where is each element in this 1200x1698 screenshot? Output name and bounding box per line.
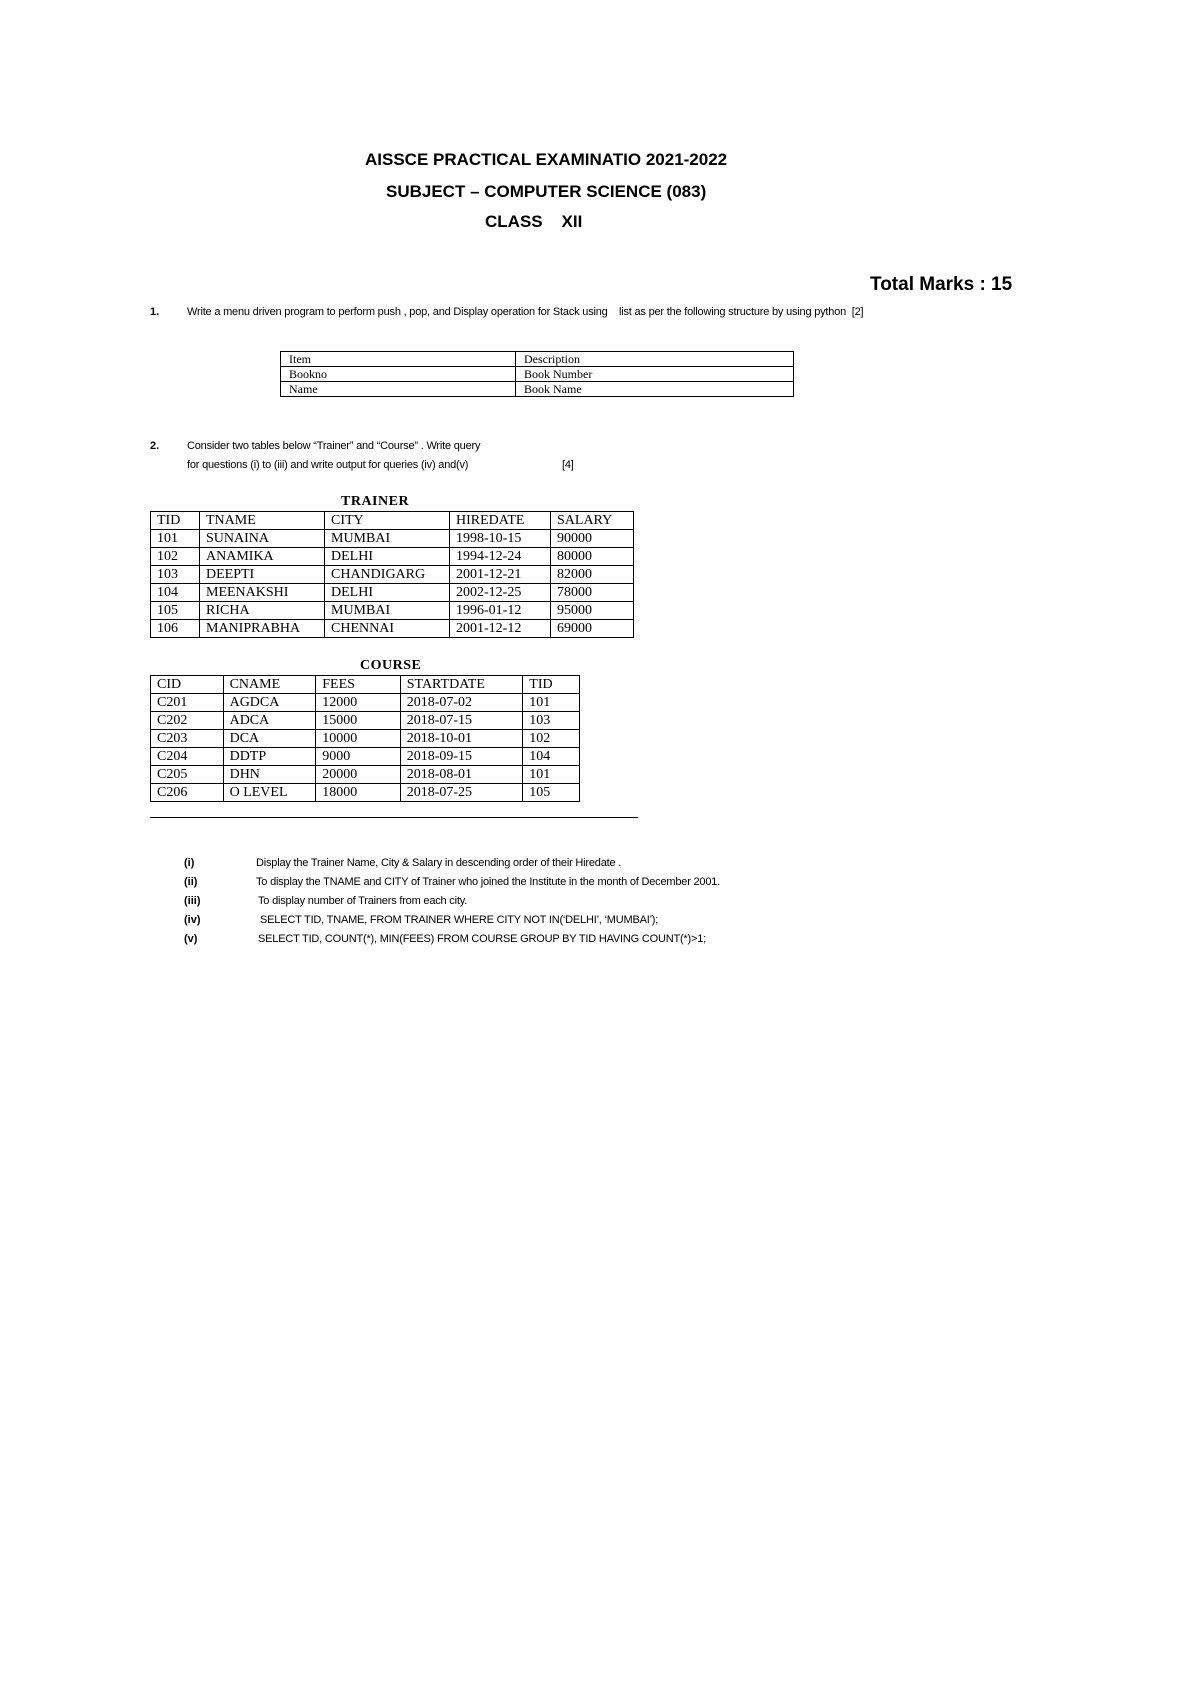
subquestion-number: (iii)	[184, 895, 201, 907]
course-cell: O LEVEL	[223, 784, 316, 802]
course-cell: C206	[151, 784, 224, 802]
course-cell: 105	[523, 784, 580, 802]
course-cell: 101	[523, 694, 580, 712]
trainer-cell: DEEPTI	[200, 566, 325, 584]
table-row	[151, 730, 580, 748]
course-cell: C205	[151, 766, 224, 784]
trainer-cell: 2001-12-21	[450, 566, 551, 584]
course-cell: 2018-08-01	[400, 766, 523, 784]
book-table-cell: Description	[516, 352, 794, 367]
subquestion-text: To display the TNAME and CITY of Trainer who joined the Institute in the month of December 2001.	[256, 876, 721, 888]
course-cell: 104	[523, 748, 580, 766]
trainer-cell: 104	[151, 584, 200, 602]
course-cell: DDTP	[223, 748, 316, 766]
book-table-cell: Bookno	[281, 367, 516, 382]
subquestion-text: SELECT TID, COUNT(*), MIN(FEES) FROM COURSE GROUP BY TID HAVING COUNT(*)>1;	[258, 933, 706, 945]
table-row	[151, 584, 634, 602]
subquestion-text: Display the Trainer Name, City & Salary in descending order of their Hiredate .	[256, 857, 622, 869]
trainer-cell: RICHA	[200, 602, 325, 620]
trainer-cell: 103	[151, 566, 200, 584]
table-row	[151, 748, 580, 766]
q1-number: 1.	[150, 306, 160, 318]
trainer-cell: 102	[151, 548, 200, 566]
course-cell: DCA	[223, 730, 316, 748]
course-header-cell: CID	[151, 676, 224, 694]
course-cell: ADCA	[223, 712, 316, 730]
course-cell: 18000	[316, 784, 400, 802]
trainer-cell: ANAMIKA	[200, 548, 325, 566]
trainer-cell: DELHI	[325, 548, 450, 566]
table-row	[151, 694, 580, 712]
trainer-cell: 1994-12-24	[450, 548, 551, 566]
subquestion-text: SELECT TID, TNAME, FROM TRAINER WHERE CITY NOT IN(‘DELHI’, ‘MUMBAI’);	[260, 914, 659, 926]
trainer-cell: MANIPRABHA	[200, 620, 325, 638]
table-divider	[150, 817, 638, 818]
total-marks: Total Marks : 15	[870, 274, 1013, 295]
trainer-header-cell: HIREDATE	[450, 512, 551, 530]
q2-text-line1: Consider two tables below “Trainer” and “Course” . Write query	[187, 440, 481, 452]
subquestion-text: To display number of Trainers from each city.	[258, 895, 468, 907]
book-table-cell: Book Number	[516, 367, 794, 382]
subquestion-number: (v)	[184, 933, 198, 945]
table-row	[151, 602, 634, 620]
course-cell: 9000	[316, 748, 400, 766]
trainer-cell: CHANDIGARG	[325, 566, 450, 584]
table-row	[151, 784, 580, 802]
course-cell: 103	[523, 712, 580, 730]
trainer-cell: 1998-10-15	[450, 530, 551, 548]
course-cell: 101	[523, 766, 580, 784]
trainer-cell: 2001-12-12	[450, 620, 551, 638]
course-cell: 15000	[316, 712, 400, 730]
table-row	[151, 712, 580, 730]
q2-marks: [4]	[562, 459, 574, 471]
course-table	[150, 675, 580, 802]
subquestion-number: (i)	[184, 857, 195, 869]
course-cell: 102	[523, 730, 580, 748]
course-cell: 2018-07-15	[400, 712, 523, 730]
q1-text: Write a menu driven program to perform push , pop, and Display operation for Stack using list as per the following structure by using python [2]	[187, 306, 864, 318]
course-cell: C201	[151, 694, 224, 712]
course-cell: 10000	[316, 730, 400, 748]
trainer-cell: MEENAKSHI	[200, 584, 325, 602]
book-table-cell: Item	[281, 352, 516, 367]
trainer-cell: CHENNAI	[325, 620, 450, 638]
trainer-cell: DELHI	[325, 584, 450, 602]
trainer-cell: MUMBAI	[325, 530, 450, 548]
course-caption: COURSE	[360, 658, 422, 673]
trainer-caption: TRAINER	[341, 494, 410, 509]
trainer-cell: 2002-12-25	[450, 584, 551, 602]
course-header-row	[151, 676, 580, 694]
trainer-cell: 101	[151, 530, 200, 548]
trainer-header-cell: SALARY	[551, 512, 634, 530]
trainer-cell: MUMBAI	[325, 602, 450, 620]
trainer-table	[150, 511, 634, 638]
course-header-cell: CNAME	[223, 676, 316, 694]
course-cell: 2018-07-02	[400, 694, 523, 712]
book-table-cell: Book Name	[516, 382, 794, 397]
subquestion-number: (ii)	[184, 876, 198, 888]
trainer-cell: 80000	[551, 548, 634, 566]
course-cell: 12000	[316, 694, 400, 712]
table-row	[151, 620, 634, 638]
subquestion-number: (iv)	[184, 914, 201, 926]
trainer-header-cell: TID	[151, 512, 200, 530]
course-header-cell: STARTDATE	[400, 676, 523, 694]
book-structure-table	[280, 351, 794, 397]
trainer-cell: 105	[151, 602, 200, 620]
table-row	[151, 548, 634, 566]
course-cell: AGDCA	[223, 694, 316, 712]
trainer-header-row	[151, 512, 634, 530]
course-header-cell: TID	[523, 676, 580, 694]
trainer-header-cell: TNAME	[200, 512, 325, 530]
trainer-cell: 95000	[551, 602, 634, 620]
q2-text-line2: for questions (i) to (iii) and write output for queries (iv) and(v)	[187, 459, 469, 471]
course-cell: DHN	[223, 766, 316, 784]
subject-title: SUBJECT – COMPUTER SCIENCE (083)	[386, 182, 707, 201]
course-cell: 2018-07-25	[400, 784, 523, 802]
trainer-cell: 78000	[551, 584, 634, 602]
trainer-header-cell: CITY	[325, 512, 450, 530]
course-cell: C203	[151, 730, 224, 748]
course-header-cell: FEES	[316, 676, 400, 694]
book-table-row	[281, 352, 794, 367]
class-title: CLASS XII	[485, 212, 583, 231]
course-cell: 2018-09-15	[400, 748, 523, 766]
course-cell: C202	[151, 712, 224, 730]
course-cell: C204	[151, 748, 224, 766]
trainer-cell: 69000	[551, 620, 634, 638]
table-row	[151, 766, 580, 784]
exam-title: AISSCE PRACTICAL EXAMINATIO 2021-2022	[365, 150, 728, 169]
table-row	[151, 530, 634, 548]
course-cell: 20000	[316, 766, 400, 784]
table-row	[151, 566, 634, 584]
trainer-cell: 1996-01-12	[450, 602, 551, 620]
trainer-cell: 82000	[551, 566, 634, 584]
book-table-row	[281, 382, 794, 397]
book-table-row	[281, 367, 794, 382]
trainer-cell: 106	[151, 620, 200, 638]
course-cell: 2018-10-01	[400, 730, 523, 748]
trainer-cell: 90000	[551, 530, 634, 548]
book-table-cell: Name	[281, 382, 516, 397]
q2-number: 2.	[150, 440, 160, 452]
trainer-cell: SUNAINA	[200, 530, 325, 548]
